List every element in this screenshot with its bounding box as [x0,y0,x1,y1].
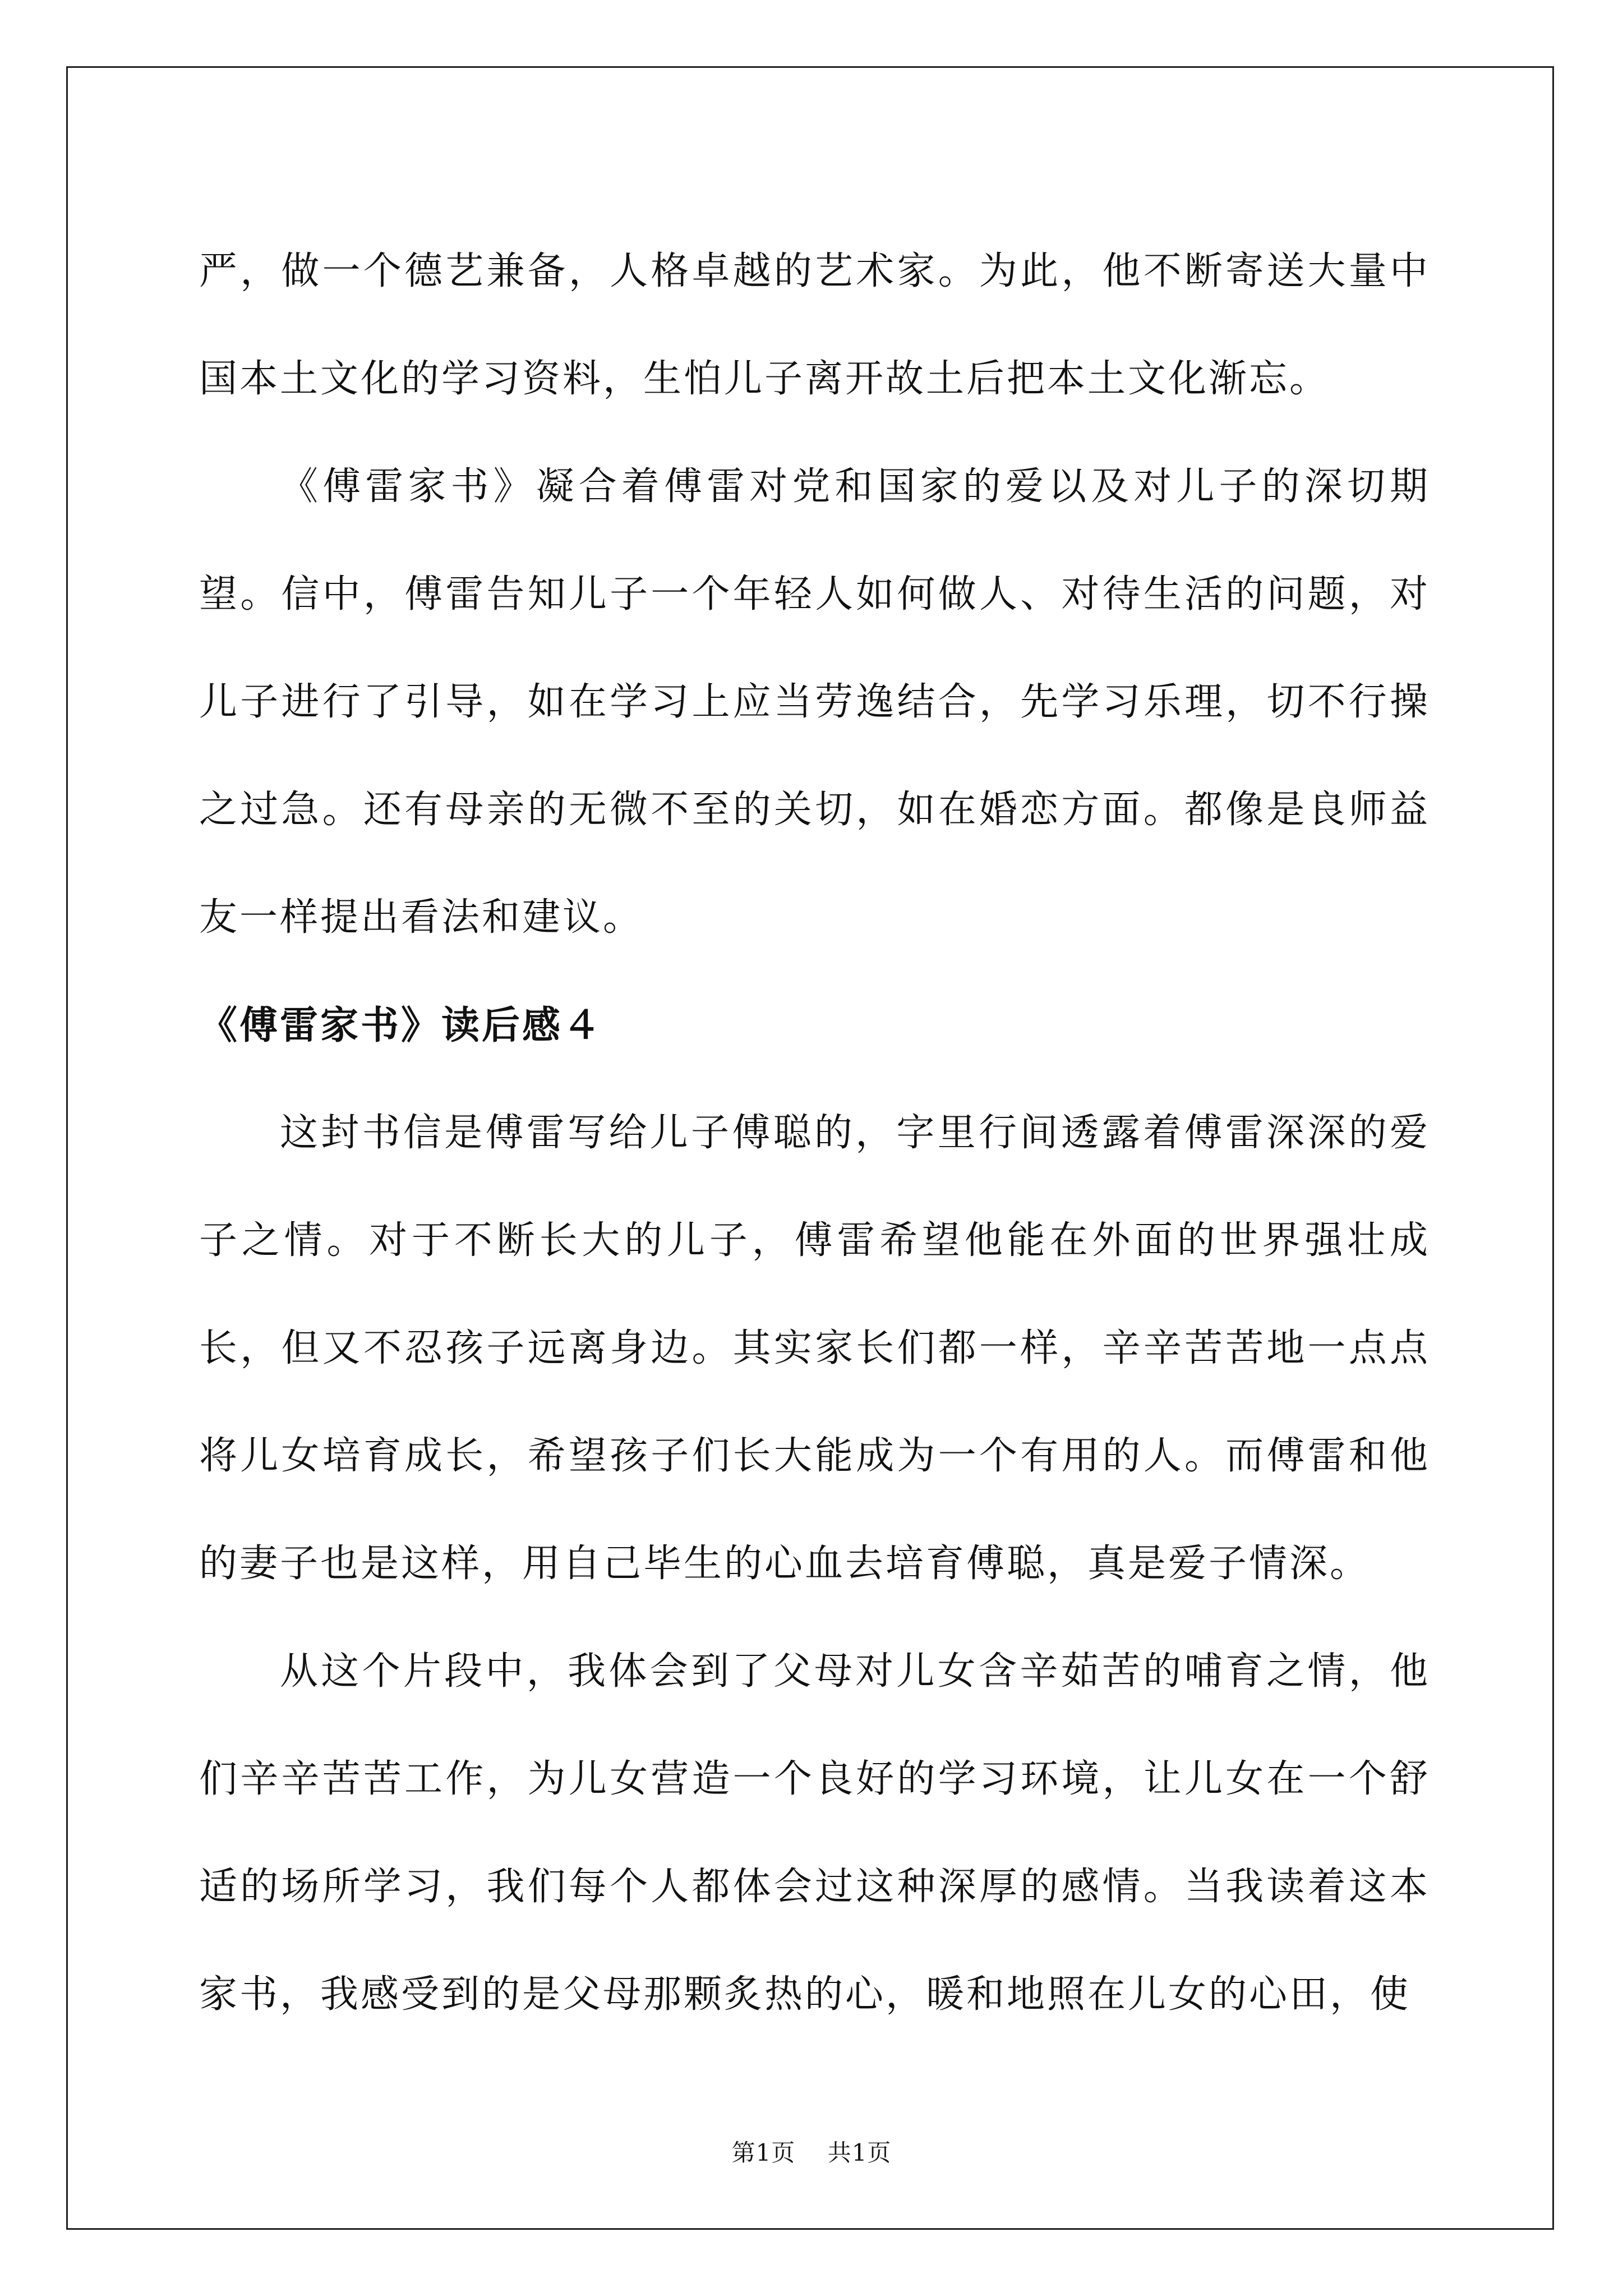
document-body [199,218,1430,2049]
page-total: 共1页 [827,2139,892,2166]
paragraph-2: 《傅雷家书》凝合着傅雷对党和国家的爱以及对儿子的深切期望。信中，傅雷告知儿子一个年轻人如何做人、对待生活的问题，对儿子进行了引导，如在学习上应当劳逸结合，先学习乐理，切不行操之过急。还有母亲的无微不至的关切，如在婚恋方面。都像是良师益友一样提出看法和建议。 [199,464,1430,940]
page-footer [0,2136,1623,2170]
paragraph-3: 这封书信是傅雷写给儿子傅聪的，字里行间透露着傅雷深深的爱子之情。对于不断长大的儿子，傅雷希望他能在外面的世界强壮成长，但又不忍孩子远离身边。其实家长们都一样，辛辛苦苦地一点点将儿女培育成长，希望孩子们长大能成为一个有用的人。而傅雷和他的妻子也是这样，用自己毕生的心血去培育傅聪，真是爱子情深。 [199,1111,1430,1586]
page-number: 第1页 [731,2139,796,2166]
section-heading: 《傅雷家书》读后感４ [199,1003,603,1048]
paragraph-1: 严，做一个德艺兼备，人格卓越的艺术家。为此，他不断寄送大量中国本土文化的学习资料，生怕儿子离开故土后把本土文化渐忘。 [199,249,1430,401]
paragraph-4: 从这个片段中，我体会到了父母对儿女含辛茹苦的哺育之情，他们辛辛苦苦工作，为儿女营造一个良好的学习环境，让儿女在一个舒适的场所学习，我们每个人都体会过这种深厚的感情。当我读着这本家书，我感受到的是父母那颗炙热的心，暖和地照在儿女的心田，使 [199,1649,1430,2017]
